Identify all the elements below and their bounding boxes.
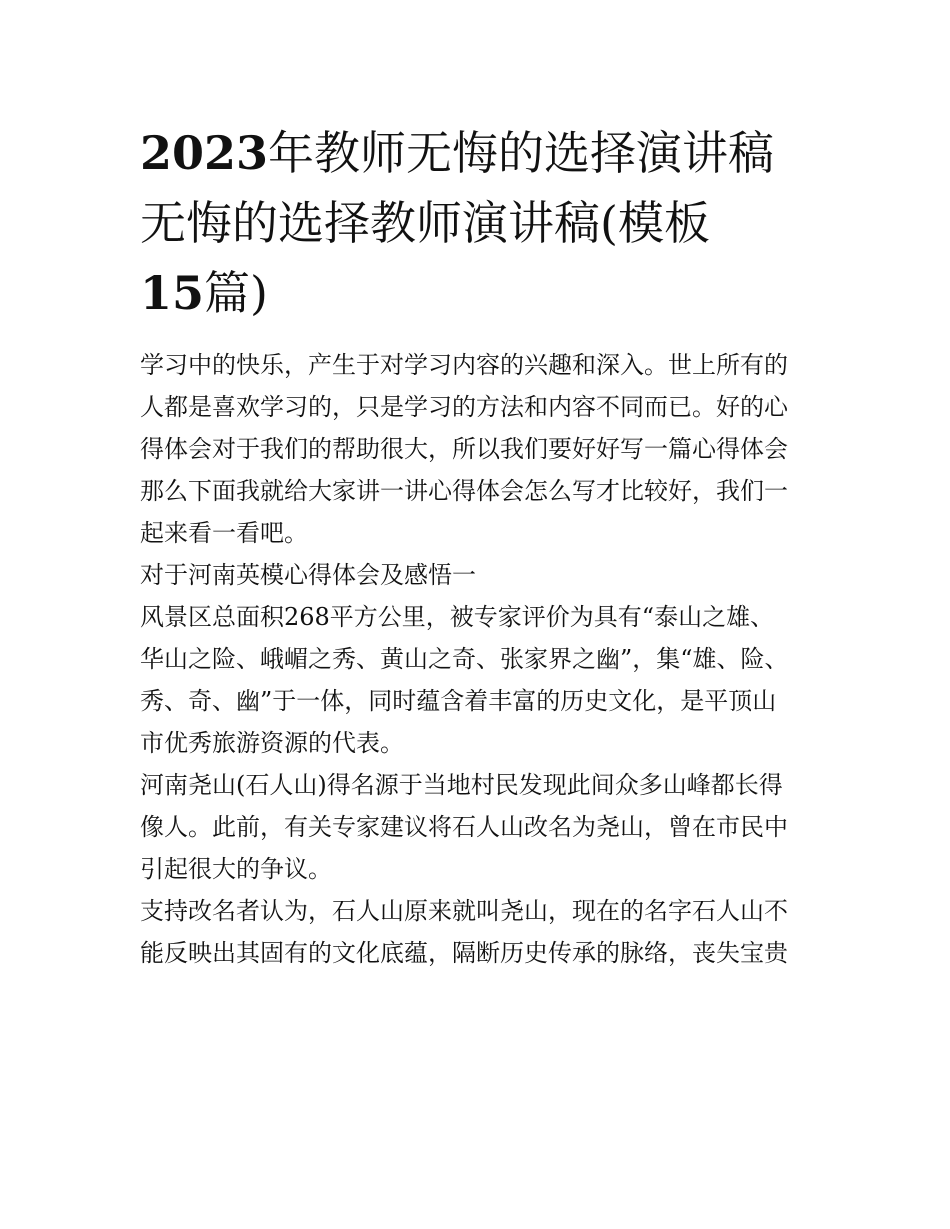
paragraph-scenery (140, 596, 812, 764)
paragraph-support (140, 890, 812, 974)
title-line-1-rest: 年教师无悔的选择演讲稿 (268, 126, 775, 180)
paragraph-line: 得体会对于我们的帮助很大，所以我们要好好写一篇心得体会 (140, 435, 788, 463)
title-line-3-rest: 篇) (204, 266, 268, 320)
paragraph-line: 对于河南英模心得体会及感悟一 (140, 561, 476, 589)
paragraph-line: 风景区总面积268平方公里，被专家评价为具有“泰山之雄、 (140, 603, 775, 631)
title-count: 15 (140, 266, 205, 320)
paragraph-naming (140, 764, 812, 890)
paragraph-line: 支持改名者认为，石人山原来就叫尧山，现在的名字石人山不 (140, 897, 788, 925)
title-line (140, 118, 812, 188)
paragraph-line: 能反映出其固有的文化底蕴，隔断历史传承的脉络，丧失宝贵 (140, 939, 788, 967)
paragraph-intro (140, 344, 812, 554)
paragraph-line: 华山之险、峨嵋之秀、黄山之奇、张家界之幽”，集“雄、险、 (140, 645, 789, 673)
paragraph-line: 秀、奇、幽”于一体，同时蕴含着丰富的历史文化，是平顶山 (140, 687, 777, 715)
section-heading (140, 554, 812, 596)
paragraph-line: 引起很大的争议。 (140, 855, 332, 883)
paragraph-line: 像人。此前，有关专家建议将石人山改名为尧山，曾在市民中 (140, 813, 788, 841)
title-line (140, 258, 812, 328)
paragraph-line: 起来看一看吧。 (140, 519, 308, 547)
paragraph-line: 学习中的快乐，产生于对学习内容的兴趣和深入。世上所有的 (140, 351, 788, 379)
paragraph-line: 市优秀旅游资源的代表。 (140, 729, 404, 757)
document-content (140, 118, 812, 974)
paragraph-line: 人都是喜欢学习的，只是学习的方法和内容不同而已。好的心 (140, 393, 788, 421)
paragraph-line: 河南尧山(石人山)得名源于当地村民发现此间众多山峰都长得 (140, 771, 783, 799)
title-line: 无悔的选择教师演讲稿(模板 (140, 196, 710, 250)
paragraph-line: 那么下面我就给大家讲一讲心得体会怎么写才比较好，我们一 (140, 477, 788, 505)
title-year: 2023 (140, 126, 269, 180)
document-title (140, 118, 812, 328)
